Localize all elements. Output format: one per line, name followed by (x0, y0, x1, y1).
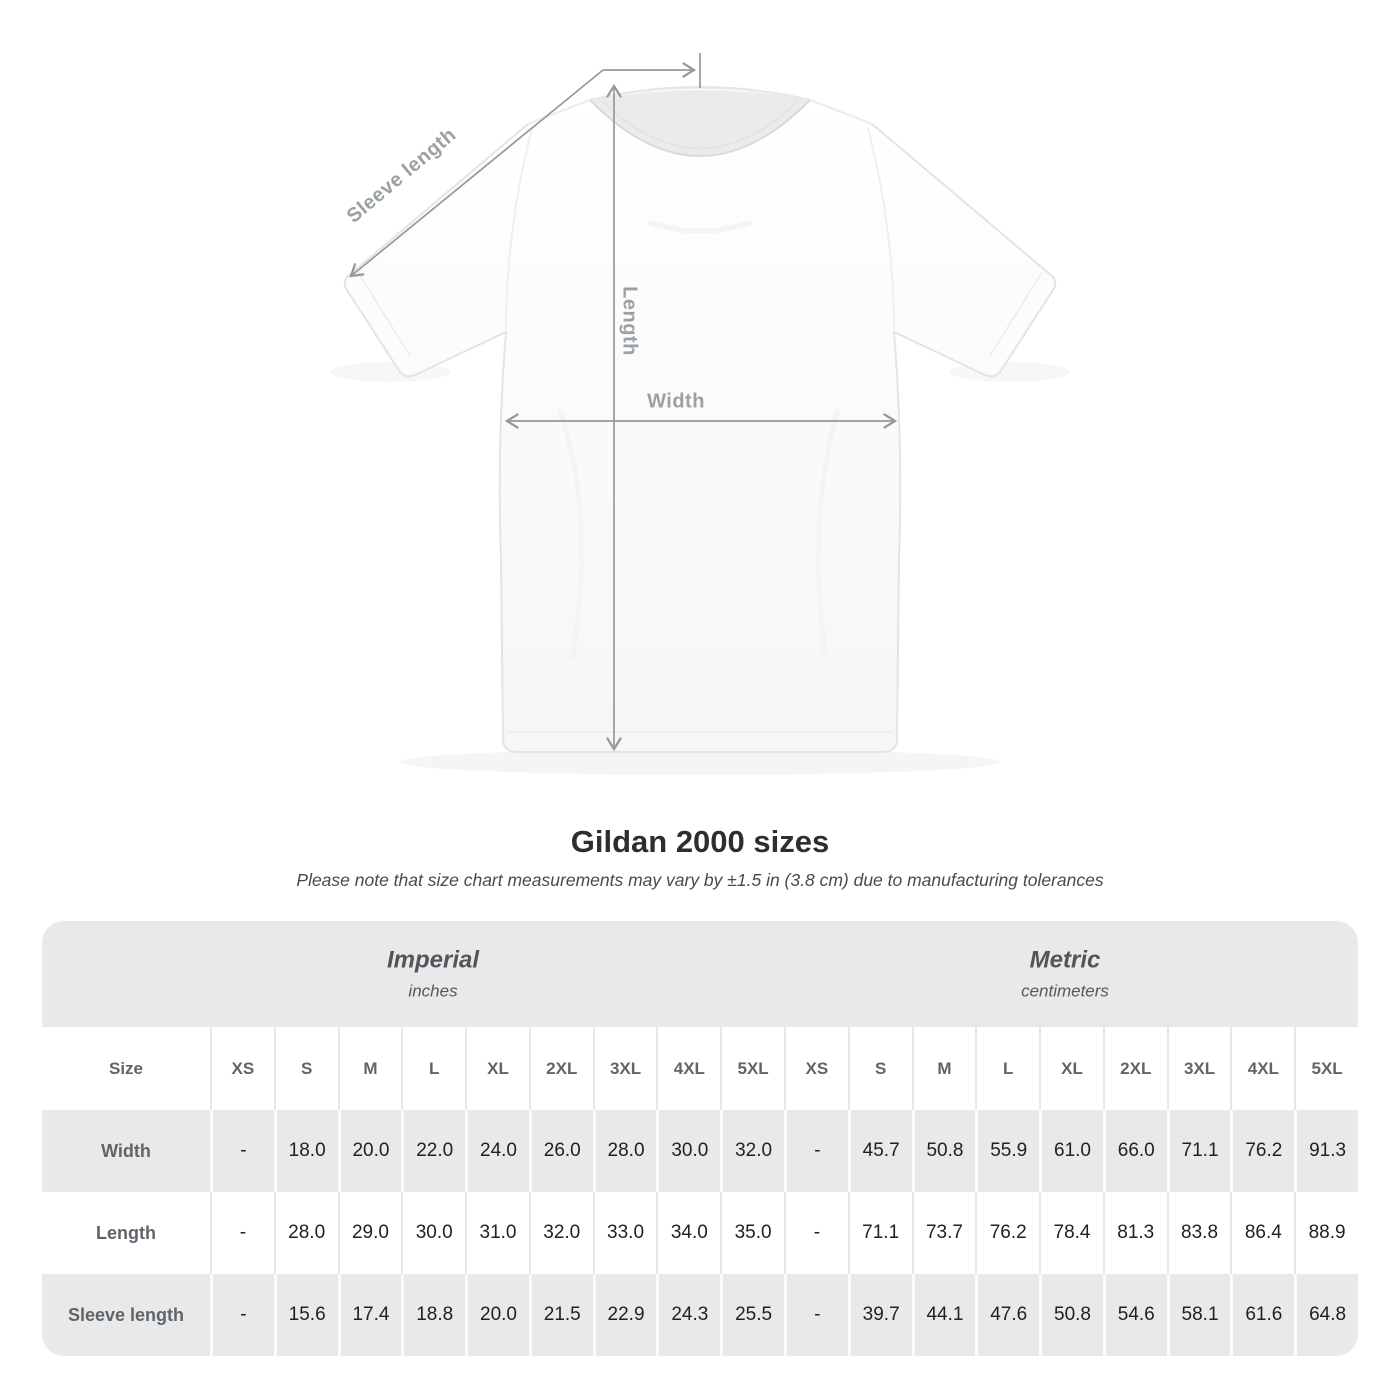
imperial-unit-label: inches (408, 981, 458, 1001)
size-column-header: 3XL (1167, 1027, 1231, 1110)
size-column-header: L (401, 1027, 465, 1110)
measurement-value-cell: - (784, 1110, 848, 1192)
measurement-value-cell: - (210, 1274, 274, 1356)
measurement-value-cell: 50.8 (1039, 1274, 1103, 1356)
measurement-value-cell: 64.8 (1294, 1274, 1358, 1356)
measurement-value-cell: 81.3 (1103, 1192, 1167, 1274)
heading (0, 824, 1400, 891)
measurement-value-cell: 88.9 (1294, 1192, 1358, 1274)
measurement-value-cell: 71.1 (848, 1192, 912, 1274)
size-table-grid (42, 1027, 1358, 1356)
row-label: Length (42, 1192, 210, 1274)
width-label: Width (647, 390, 705, 413)
measurement-value-cell: 55.9 (975, 1110, 1039, 1192)
size-column-header: L (975, 1027, 1039, 1110)
metric-label: Metric (1029, 946, 1101, 974)
measurement-value-cell: 71.1 (1167, 1110, 1231, 1192)
measurement-value-cell: 24.0 (465, 1110, 529, 1192)
row-label: Sleeve length (42, 1274, 210, 1356)
measurement-value-cell: 28.0 (274, 1192, 338, 1274)
measurement-value-cell: 47.6 (975, 1274, 1039, 1356)
metric-unit-label: centimeters (1021, 981, 1109, 1001)
size-column-header: 4XL (1230, 1027, 1294, 1110)
imperial-header (387, 947, 479, 1002)
size-column-header: 2XL (1103, 1027, 1167, 1110)
measurement-value-cell: 54.6 (1103, 1274, 1167, 1356)
measurement-value-cell: 21.5 (529, 1274, 593, 1356)
tshirt-body (342, 87, 1056, 752)
measurement-value-cell: 61.6 (1230, 1274, 1294, 1356)
measurement-value-cell: 24.3 (656, 1274, 720, 1356)
measurement-value-cell: 20.0 (465, 1274, 529, 1356)
measurement-value-cell: - (784, 1274, 848, 1356)
size-column-header: M (912, 1027, 976, 1110)
size-header-cell: Size (42, 1027, 210, 1110)
size-column-header: S (848, 1027, 912, 1110)
measurement-value-cell: 73.7 (912, 1192, 976, 1274)
size-column-header: M (338, 1027, 402, 1110)
imperial-label: Imperial (386, 946, 480, 974)
page-title: Gildan 2000 sizes (570, 824, 830, 859)
measurement-value-cell: 44.1 (912, 1274, 976, 1356)
size-column-header: 2XL (529, 1027, 593, 1110)
measurement-value-cell: 66.0 (1103, 1110, 1167, 1192)
measurement-value-cell: 83.8 (1167, 1192, 1231, 1274)
measurement-value-cell: 18.0 (274, 1110, 338, 1192)
measurement-value-cell: 76.2 (1230, 1110, 1294, 1192)
measurement-value-cell: 30.0 (656, 1110, 720, 1192)
measurement-value-cell: 34.0 (656, 1192, 720, 1274)
measurement-value-cell: 15.6 (274, 1274, 338, 1356)
size-column-header: S (274, 1027, 338, 1110)
measurement-value-cell: - (784, 1192, 848, 1274)
size-column-header: XL (1039, 1027, 1103, 1110)
measurement-value-cell: 76.2 (975, 1192, 1039, 1274)
size-table (42, 921, 1358, 1356)
size-column-header: XS (210, 1027, 274, 1110)
measurement-value-cell: - (210, 1110, 274, 1192)
row-label: Width (42, 1110, 210, 1192)
measurement-value-cell: 78.4 (1039, 1192, 1103, 1274)
measurement-value-cell: 17.4 (338, 1274, 402, 1356)
size-column-header: 4XL (656, 1027, 720, 1110)
measurement-value-cell: 33.0 (593, 1192, 657, 1274)
measurement-value-cell: - (210, 1192, 274, 1274)
measurement-value-cell: 20.0 (338, 1110, 402, 1192)
size-column-header: 5XL (1294, 1027, 1358, 1110)
size-column-header: 3XL (593, 1027, 657, 1110)
size-column-header: XS (784, 1027, 848, 1110)
metric-header (1021, 947, 1109, 1002)
size-column-header: XL (465, 1027, 529, 1110)
measurement-value-cell: 22.9 (593, 1274, 657, 1356)
sleeve-length-label: Sleeve length (342, 123, 461, 228)
measurement-value-cell: 28.0 (593, 1110, 657, 1192)
unit-band (42, 921, 1358, 1027)
measurement-value-cell: 30.0 (401, 1192, 465, 1274)
measurement-value-cell: 22.0 (401, 1110, 465, 1192)
measurement-value-cell: 50.8 (912, 1110, 976, 1192)
measurement-value-cell: 61.0 (1039, 1110, 1103, 1192)
measurement-value-cell: 35.0 (720, 1192, 784, 1274)
measurement-value-cell: 58.1 (1167, 1274, 1231, 1356)
measurement-value-cell: 32.0 (720, 1110, 784, 1192)
measurement-value-cell: 32.0 (529, 1192, 593, 1274)
measurement-value-cell: 25.5 (720, 1274, 784, 1356)
measurement-value-cell: 39.7 (848, 1274, 912, 1356)
measurement-value-cell: 26.0 (529, 1110, 593, 1192)
measurement-value-cell: 31.0 (465, 1192, 529, 1274)
length-label: Length (618, 286, 641, 356)
measurement-value-cell: 91.3 (1294, 1110, 1358, 1192)
size-column-header: 5XL (720, 1027, 784, 1110)
measurement-value-cell: 45.7 (848, 1110, 912, 1192)
page-subtitle: Please note that size chart measurements may vary by ±1.5 in (3.8 cm) due to manufacturing tolerances (296, 870, 1104, 890)
measurement-value-cell: 18.8 (401, 1274, 465, 1356)
measurement-value-cell: 86.4 (1230, 1192, 1294, 1274)
measurement-value-cell: 29.0 (338, 1192, 402, 1274)
